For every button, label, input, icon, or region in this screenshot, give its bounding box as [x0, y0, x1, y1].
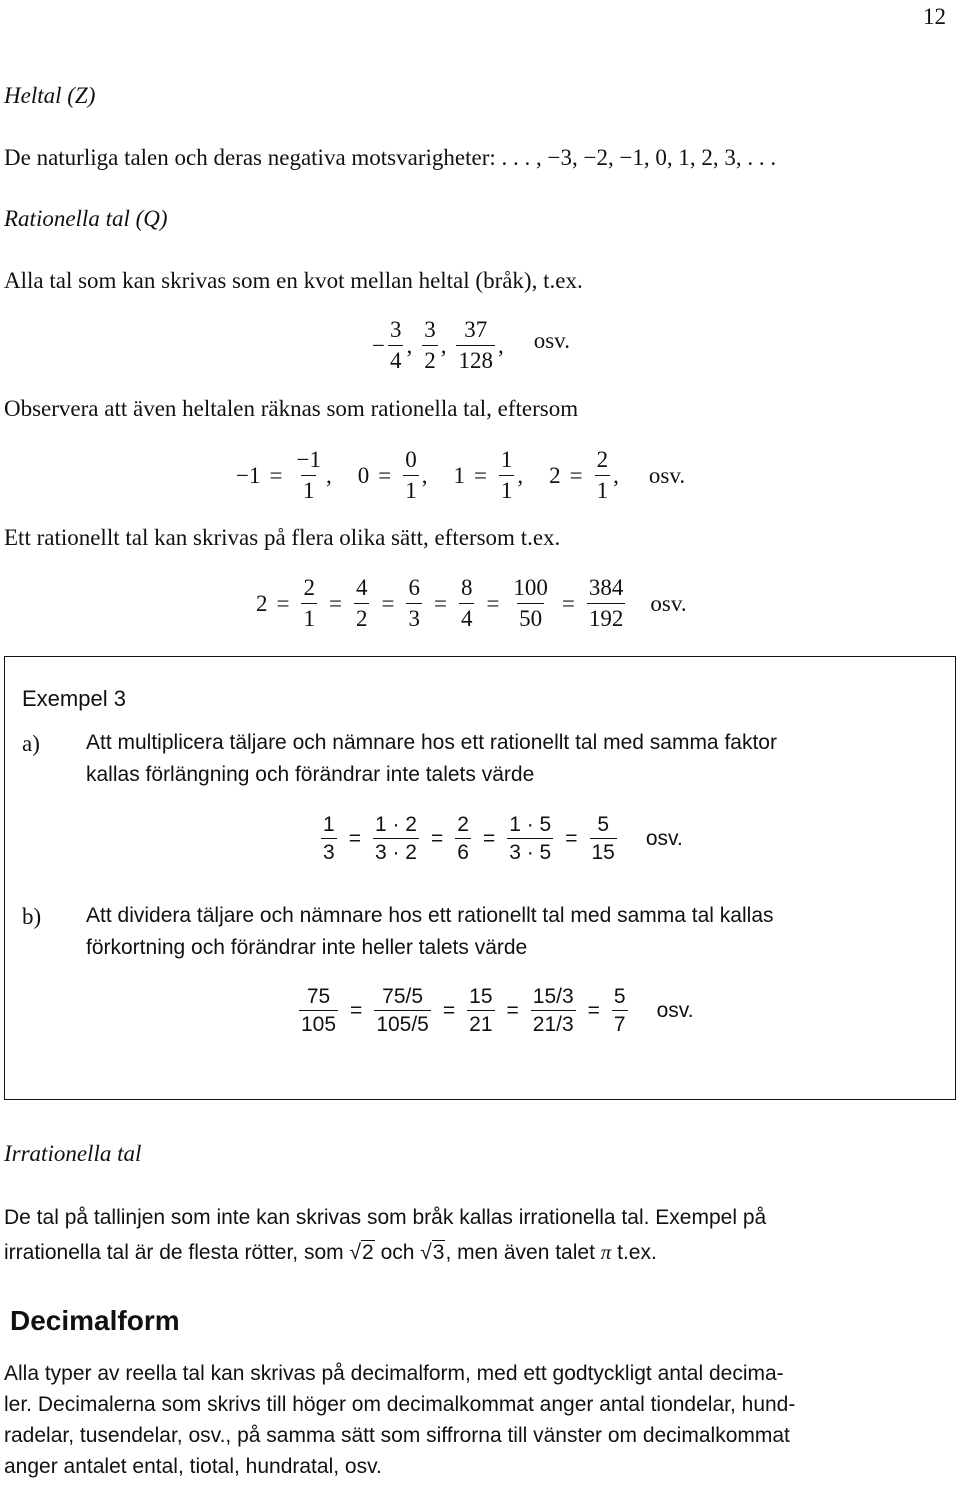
fraction: $\frac{6}{3}$ [406, 574, 422, 634]
fraction: $\frac{5}{7}$ [612, 984, 628, 1039]
fraction: $\frac{100}{50}$ [511, 574, 550, 634]
fraction: $\frac{1 \cdot 5}{3 \cdot 5}$ [507, 812, 553, 867]
fraction: $\frac{4}{2}$ [354, 574, 370, 634]
example-a-label: a) [22, 731, 40, 756]
several-forms-text: Ett rationellt tal kan skrivas på flera olika sätt, eftersom t.ex. [4, 525, 561, 550]
fraction: $\frac{8}{4}$ [459, 574, 475, 634]
fraction: $\frac{3}{2}$ [422, 316, 438, 376]
fraction: $\frac{15}{21}$ [467, 984, 494, 1039]
integers-heading: Heltal (Z) [4, 83, 96, 108]
fraction: $\frac{15/3}{21/3}$ [531, 984, 576, 1039]
fraction: $\frac{2}{6}$ [455, 812, 471, 867]
example-b-label: b) [22, 904, 42, 929]
fraction: $\frac{1 \cdot 2}{3 \cdot 2}$ [373, 812, 419, 867]
expansion-equation: $\frac{1}{3}$ = $\frac{1 \cdot 2}{3 \cdot 2}$ = $\frac{2}{6}$ = $\frac{1 \cdot 5}{3 \cdot 5}$ = $\frac{5}{15}$ osv. [318, 812, 683, 867]
fraction: $\frac{75/5}{105/5}$ [374, 984, 431, 1039]
sqrt-2: √2 [349, 1241, 374, 1264]
example-title: Exempel 3 [22, 686, 126, 711]
decimal-paragraph: Alla typer av reella tal kan skrivas på decimalform, med ett godtyckligt antal decima- ler. Decimalerna som skrivs till höger om decimalkommat anger antal tiondelar, hund- radelar, tusendelar, osv., på samma sätt som siffrorna till vänster om decimalkommat anger antalet ental, tiotal, hundratal, osv. [4, 1362, 796, 1478]
observe-text: Observera att även heltalen räknas som rationella tal, eftersom [4, 396, 579, 421]
reduction-equation: $\frac{75}{105}$ = $\frac{75/5}{105/5}$ = $\frac{15}{21}$ = $\frac{15/3}{21/3}$ = $\frac{5}{7}$ osv. [296, 984, 694, 1039]
fraction: $\frac{1}{3}$ [321, 812, 337, 867]
page-number: 12 [923, 4, 946, 29]
example-b-text: Att dividera täljare och nämnare hos ett rationellt tal med samma tal kallas förkortning och förändrar inte heller talets värde [86, 904, 774, 959]
fraction: $\frac{384}{192}$ [587, 574, 626, 634]
irrationals-text: De tal på tallinjen som inte kan skrivas som bråk kallas irrationella tal. Exempel på irrationella tal är de flesta rötter, som √2 och √3, men även talet π t.ex. [4, 1201, 766, 1270]
rationals-text: Alla tal som kan skrivas som en kvot mellan heltal (bråk), t.ex. [4, 268, 583, 293]
rational-examples-equation: − $\frac{3}{4}$ , $\frac{3}{2}$ , $\frac{37}{128}$ , osv. [372, 316, 570, 376]
integers-as-fractions-equation: −1 = $\frac{-1}{1}$ , 0 = $\frac{0}{1}$ , 1 = $\frac{1}{1}$ , 2 = $\frac{2}{1}$ , osv. [236, 446, 685, 506]
equivalent-fractions-equation: 2 = $\frac{2}{1}$ = $\frac{4}{2}$ = $\frac{6}{3}$ = $\frac{8}{4}$ = $\frac{100}{50}$ = $\frac{384}{192}$ osv. [256, 574, 687, 634]
fraction: $\frac{2}{1}$ [595, 446, 611, 506]
rationals-heading: Rationella tal (Q) [4, 206, 168, 231]
irrationals-heading: Irrationella tal [4, 1141, 142, 1166]
decimal-heading: Decimalform [10, 1305, 180, 1336]
fraction: $\frac{2}{1}$ [301, 574, 317, 634]
fraction: $\frac{75}{105}$ [299, 984, 338, 1039]
fraction: $\frac{37}{128}$ [456, 316, 495, 376]
fraction: $\frac{-1}{1}$ [294, 446, 322, 506]
fraction: $\frac{3}{4}$ [388, 316, 404, 376]
fraction: $\frac{1}{1}$ [499, 446, 515, 506]
sqrt-3: √3 [420, 1241, 445, 1264]
example-a-text: Att multiplicera täljare och nämnare hos ett rationellt tal med samma faktor kallas förlängning och förändrar inte talets värde [86, 731, 777, 786]
fraction: $\frac{5}{15}$ [590, 812, 617, 867]
fraction: $\frac{0}{1}$ [403, 446, 419, 506]
integers-text: De naturliga talen och deras negativa motsvarigheter: . . . , −3, −2, −1, 0, 1, 2, 3, . . . [4, 145, 777, 170]
